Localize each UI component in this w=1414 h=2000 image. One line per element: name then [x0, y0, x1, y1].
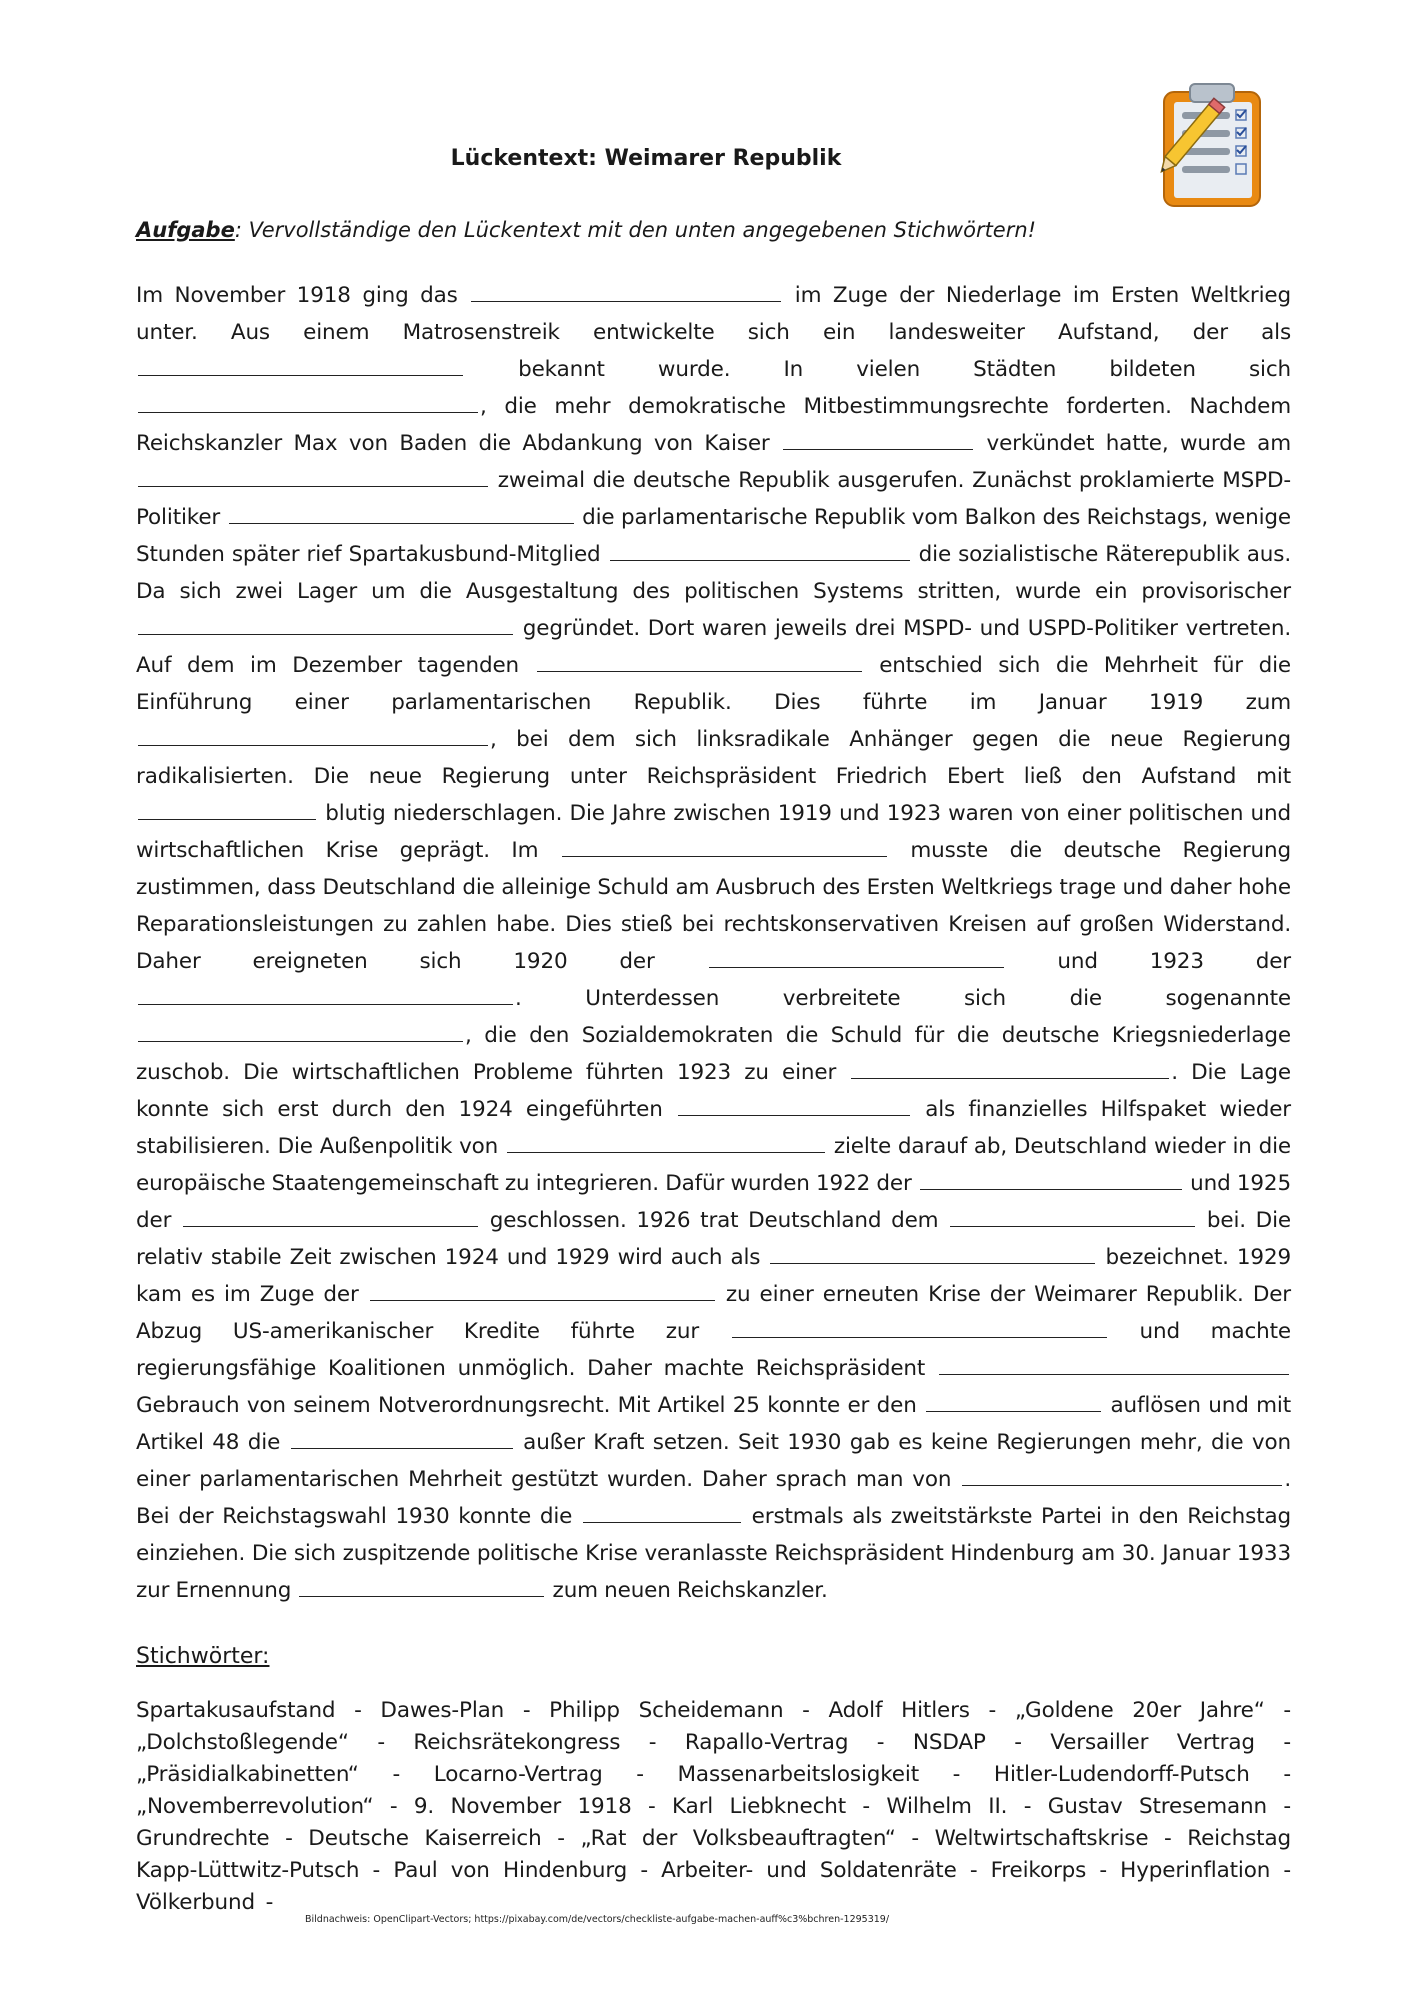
task-instruction	[136, 218, 1291, 242]
cloze-text-segment: , die den Sozialdemokraten die Schuld für die deutsche Kriegsniederlage zuschob. Die wirtschaftlichen Probleme führten 1923 zu einer	[136, 1023, 1291, 1085]
blank-gap	[920, 1188, 1182, 1190]
blank-gap	[299, 1595, 544, 1597]
cloze-text-segment: zweimal die deutsche Republik ausgerufen. Zunächst proklamierte MSPD-Politiker	[136, 468, 1291, 530]
blank-gap	[138, 374, 463, 376]
blank-gap	[507, 1151, 825, 1153]
blank-gap	[138, 633, 513, 635]
blank-gap	[770, 1262, 1095, 1264]
keywords-heading: Stichwörter:	[136, 1644, 270, 1669]
blank-gap	[138, 411, 478, 413]
cloze-text-segment: im Zuge der Niederlage im Ersten Weltkrieg unter. Aus einem Matrosenstreik entwickelte sich ein landesweiter Aufstand, der als	[136, 283, 1291, 345]
cloze-text-segment: , die mehr demokratische Mitbestimmungsrechte forderten. Nachdem Reichskanzler Max von Baden die Abdankung von Kaiser	[136, 394, 1291, 456]
blank-gap	[138, 744, 488, 746]
blank-gap	[138, 1003, 513, 1005]
blank-gap	[783, 448, 973, 450]
cloze-text-segment: außer Kraft setzen. Seit 1930 gab es keine Regierungen mehr, die von einer parlamentarischen Mehrheit gestützt wurden. Daher sprach man von	[136, 1430, 1291, 1492]
cloze-text-segment: Im November 1918 ging das	[136, 283, 470, 308]
cloze-text-segment: verkündet hatte, wurde am	[975, 431, 1291, 456]
blank-gap	[138, 1040, 463, 1042]
keywords-list: Spartakusaufstand - Dawes-Plan - Philipp Scheidemann - Adolf Hitlers - „Goldene 20er Jahre“ - „Dolchstoßlegende“ - Reichsrätekongress - Rapallo-Vertrag - NSDAP - Versailler Vertrag - „Präsidialkabinetten“ - Locarno-Vertrag - Massenarbeitslosigkeit - Hitler-Ludendorff-Putsch - „Novemberrevolution“ - 9. November 1918 - Karl Liebknecht - Wilhelm II. - Gustav Stresemann - Grundrechte - Deutsche Kaiserreich - „Rat der Volksbeauftragten“ - Weltwirtschaftskrise - Reichstag Kapp-Lüttwitz-Putsch - Paul von Hindenburg - Arbeiter- und Soldatenräte - Freikorps - Hyperinflation - Völkerbund -	[136, 1698, 1291, 1915]
cloze-text-segment: entschied sich die Mehrheit für die Einführung einer parlamentarischen Republik. Dies führte im Januar 1919 zum	[136, 653, 1291, 715]
blank-gap	[537, 670, 862, 672]
blank-gap	[562, 855, 887, 857]
cloze-text-segment: und 1925 der	[136, 1171, 1291, 1233]
blank-gap	[732, 1336, 1107, 1338]
cloze-text-segment: die parlamentarische Republik vom Balkon des Reichstags, wenige Stunden später rief Spartakusbund-Mitglied	[136, 505, 1291, 567]
cloze-text	[136, 277, 1291, 1609]
cloze-text-segment: . Die Lage konnte sich erst durch den 1924 eingeführten	[136, 1060, 1291, 1122]
cloze-text-segment: bezeichnet. 1929 kam es im Zuge der	[136, 1245, 1291, 1307]
blank-gap	[370, 1299, 715, 1301]
cloze-text-segment: auflösen und mit Artikel 48 die	[136, 1393, 1291, 1455]
image-credit: Bildnachweis: OpenClipart-Vectors; https://pixabay.com/de/vectors/checkliste-aufgabe-machen-auff%c3%bchren-1295319/	[305, 1914, 890, 1925]
blank-gap	[183, 1225, 478, 1227]
blank-gap	[851, 1077, 1169, 1079]
cloze-text-segment: bei. Die relativ stabile Zeit zwischen 1924 und 1929 wird auch als	[136, 1208, 1291, 1270]
blank-gap	[138, 485, 488, 487]
clipboard-checklist-icon	[1152, 80, 1272, 210]
cloze-text-segment: erstmals als zweitstärkste Partei in den Reichstag einziehen. Die sich zuspitzende politische Krise veranlasste Reichspräsident Hindenburg am 30. Januar 1933 zur Ernennung	[136, 1504, 1291, 1603]
cloze-text-segment: die sozialistische Räterepublik aus. Da sich zwei Lager um die Ausgestaltung des politischen Systems stritten, wurde ein provisorischer	[136, 542, 1292, 604]
blank-gap	[229, 522, 574, 524]
cloze-text-segment: und machte regierungsfähige Koalitionen unmöglich. Daher machte Reichspräsident	[136, 1319, 1291, 1381]
task-label: Aufgabe	[136, 218, 235, 242]
cloze-text-segment: Gebrauch von seinem Notverordnungsrecht. Mit Artikel 25 konnte er den	[136, 1393, 925, 1418]
cloze-text-segment: musste die deutsche Regierung zustimmen, dass Deutschland die alleinige Schuld am Ausbruch des Ersten Weltkriegs trage und daher hohe Reparationsleistungen zu zahlen habe. Dies stieß bei rechtskonservativen Kreisen auf großen Widerstand. Daher ereigneten sich 1920 der	[136, 838, 1291, 974]
blank-gap	[950, 1225, 1195, 1227]
blank-gap	[962, 1484, 1282, 1486]
blank-gap	[291, 1447, 513, 1449]
cloze-text-segment: geschlossen. 1926 trat Deutschland dem	[479, 1208, 949, 1233]
blank-gap	[471, 300, 781, 302]
cloze-text-segment: zielte darauf ab, Deutschland wieder in die europäische Staatengemeinschaft zu integrieren. Dafür wurden 1922 der	[136, 1134, 1291, 1196]
cloze-text-segment: blutig niederschlagen. Die Jahre zwischen 1919 und 1923 waren von einer politischen und wirtschaftlichen Krise geprägt. Im	[136, 801, 1291, 863]
blank-gap	[678, 1114, 910, 1116]
blank-gap	[610, 559, 910, 561]
cloze-text-segment: und 1923 der	[1005, 949, 1291, 974]
worksheet-title: Lückentext: Weimarer Republik	[450, 146, 842, 171]
blank-gap	[583, 1521, 741, 1523]
cloze-text-segment: zu einer erneuten Krise der Weimarer Republik. Der Abzug US-amerikanischer Kredite führte zur	[136, 1282, 1291, 1344]
blank-gap	[709, 966, 1004, 968]
blank-gap	[939, 1373, 1289, 1375]
cloze-text-segment: . Bei der Reichstagswahl 1930 konnte die	[136, 1467, 1291, 1529]
blank-gap	[138, 818, 316, 820]
cloze-text-segment: zum neuen Reichskanzler.	[546, 1578, 828, 1603]
blank-gap	[926, 1410, 1101, 1412]
task-text: : Vervollständige den Lückentext mit den unten angegebenen Stichwörtern!	[234, 218, 1037, 242]
cloze-text-segment: . Unterdessen verbreitete sich die sogenannte	[515, 986, 1291, 1011]
cloze-text-segment: als finanzielles Hilfspaket wieder stabilisieren. Die Außenpolitik von	[136, 1097, 1291, 1159]
cloze-text-segment: bekannt wurde. In vielen Städten bildeten sich	[465, 357, 1291, 382]
cloze-text-segment: , bei dem sich linksradikale Anhänger gegen die neue Regierung radikalisierten. Die neue Regierung unter Reichspräsident Friedrich Ebert ließ den Aufstand mit	[136, 727, 1291, 789]
cloze-text-segment: gegründet. Dort waren jeweils drei MSPD- und USPD-Politiker vertreten. Auf dem im Dezember tagenden	[136, 616, 1291, 678]
